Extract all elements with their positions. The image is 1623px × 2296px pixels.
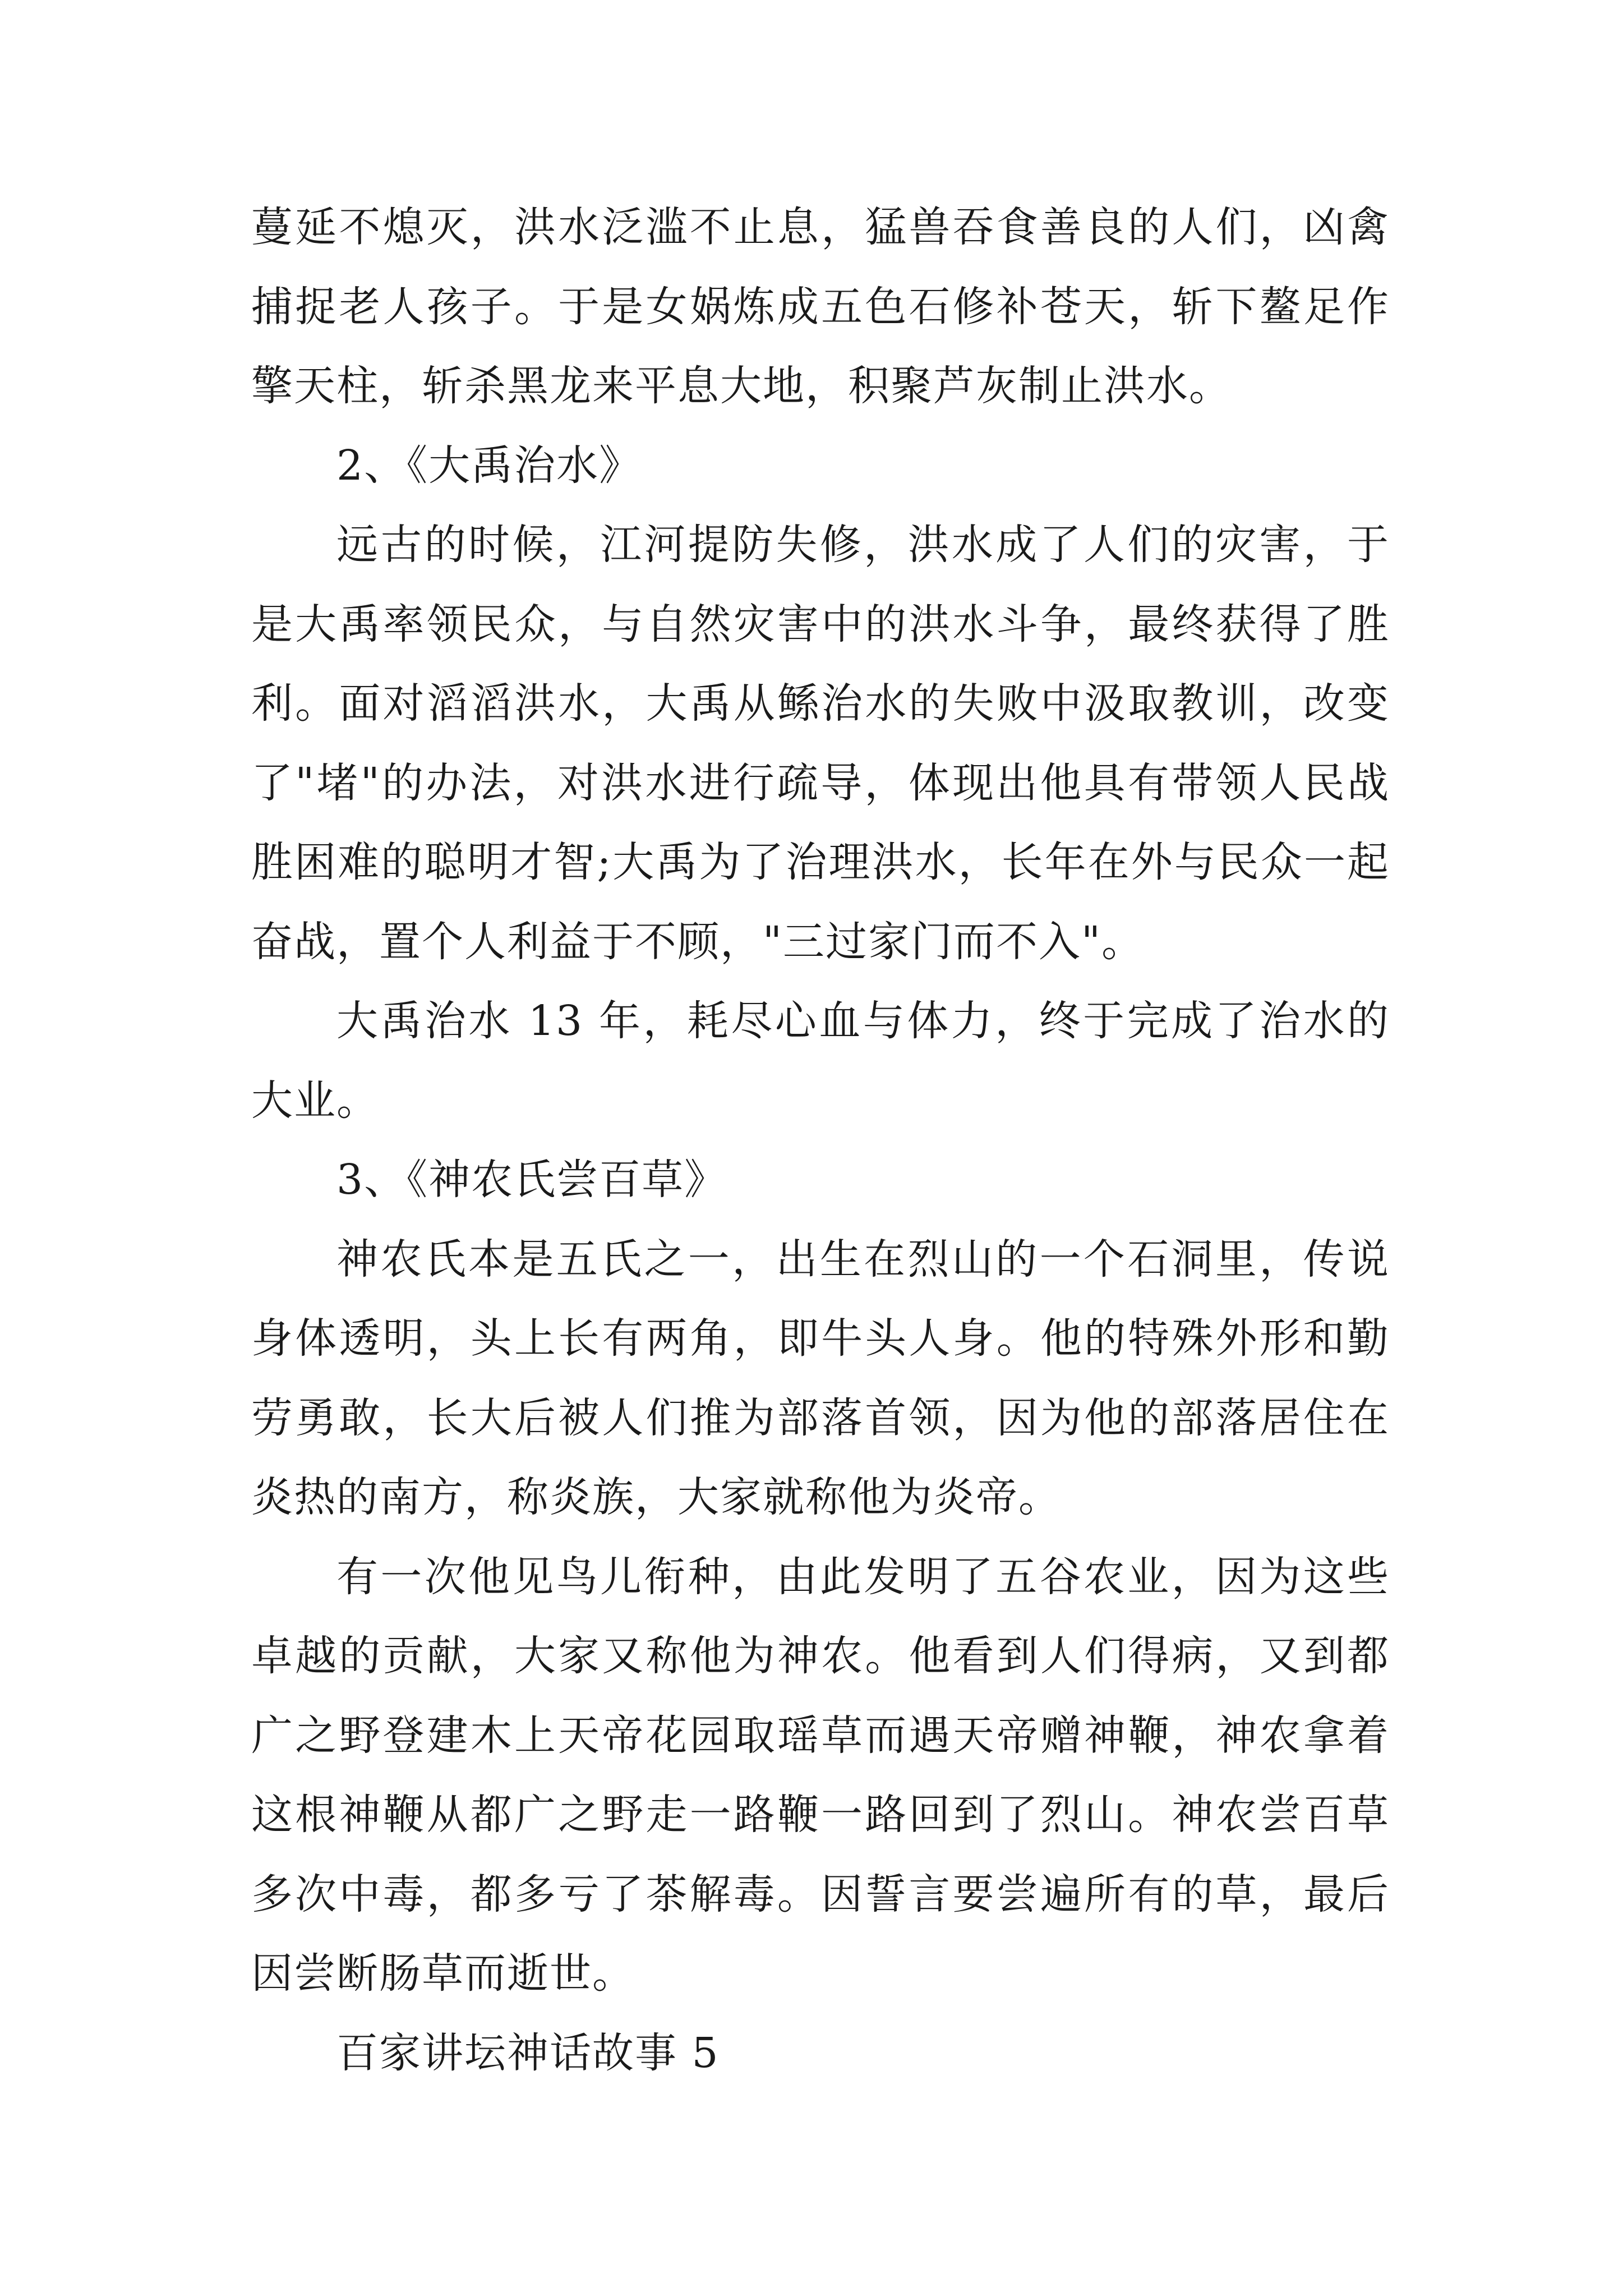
document-page [251,188,1390,2093]
paragraph-shennong-herbs: 有一次他见鸟儿衔种，由此发明了五谷农业，因为这些卓越的贡献，大家又称他为神农。他看到人们得病，又到都广之野登建木上天帝花园取瑶草而遇天帝赠神鞭，神农拿着这根神鞭从都广之野走一路鞭一路回到了烈山。神农尝百草多次中毒，都多亏了茶解毒。因誓言要尝遍所有的草，最后因尝断肠草而逝世。 [251,1552,1390,1998]
section-heading-shennong: 3、《神农氏尝百草》 [336,1156,727,1204]
paragraph-nuwa-continued: 蔓延不熄灭，洪水泛滥不止息，猛兽吞食善良的人们，凶禽捕捉老人孩子。于是女娲炼成五色石修补苍天，斩下鳌足作擎天柱，斩杀黑龙来平息大地，积聚芦灰制止洪水。 [251,203,1390,410]
paragraph-shennong-origin: 神农氏本是五氏之一，出生在烈山的一个石洞里，传说身体透明，头上长有两角，即牛头人身。他的特殊外形和勤劳勇敢，长大后被人们推为部落首领，因为他的部落居住在炎热的南方，称炎族，大家就称他为炎帝。 [251,1235,1390,1521]
section-heading-dayu: 2、《大禹治水》 [336,441,642,490]
paragraph-dayu-story: 远古的时候，江河提防失修，洪水成了人们的灾害，于是大禹率领民众，与自然灾害中的洪水斗争，最终获得了胜利。面对滔滔洪水，大禹从鲧治水的失败中汲取教训，改变了"堵"的办法，对洪水进行疏导，体现出他具有带领人民战胜困难的聪明才智;大禹为了治理洪水，长年在外与民众一起奋战，置个人利益于不顾，"三过家门而不入"。 [251,521,1390,966]
paragraph-dayu-conclusion: 大禹治水 13 年，耗尽心血与体力，终于完成了治水的大业。 [251,997,1390,1125]
section-heading-story-5: 百家讲坛神话故事 5 [336,2028,720,2077]
